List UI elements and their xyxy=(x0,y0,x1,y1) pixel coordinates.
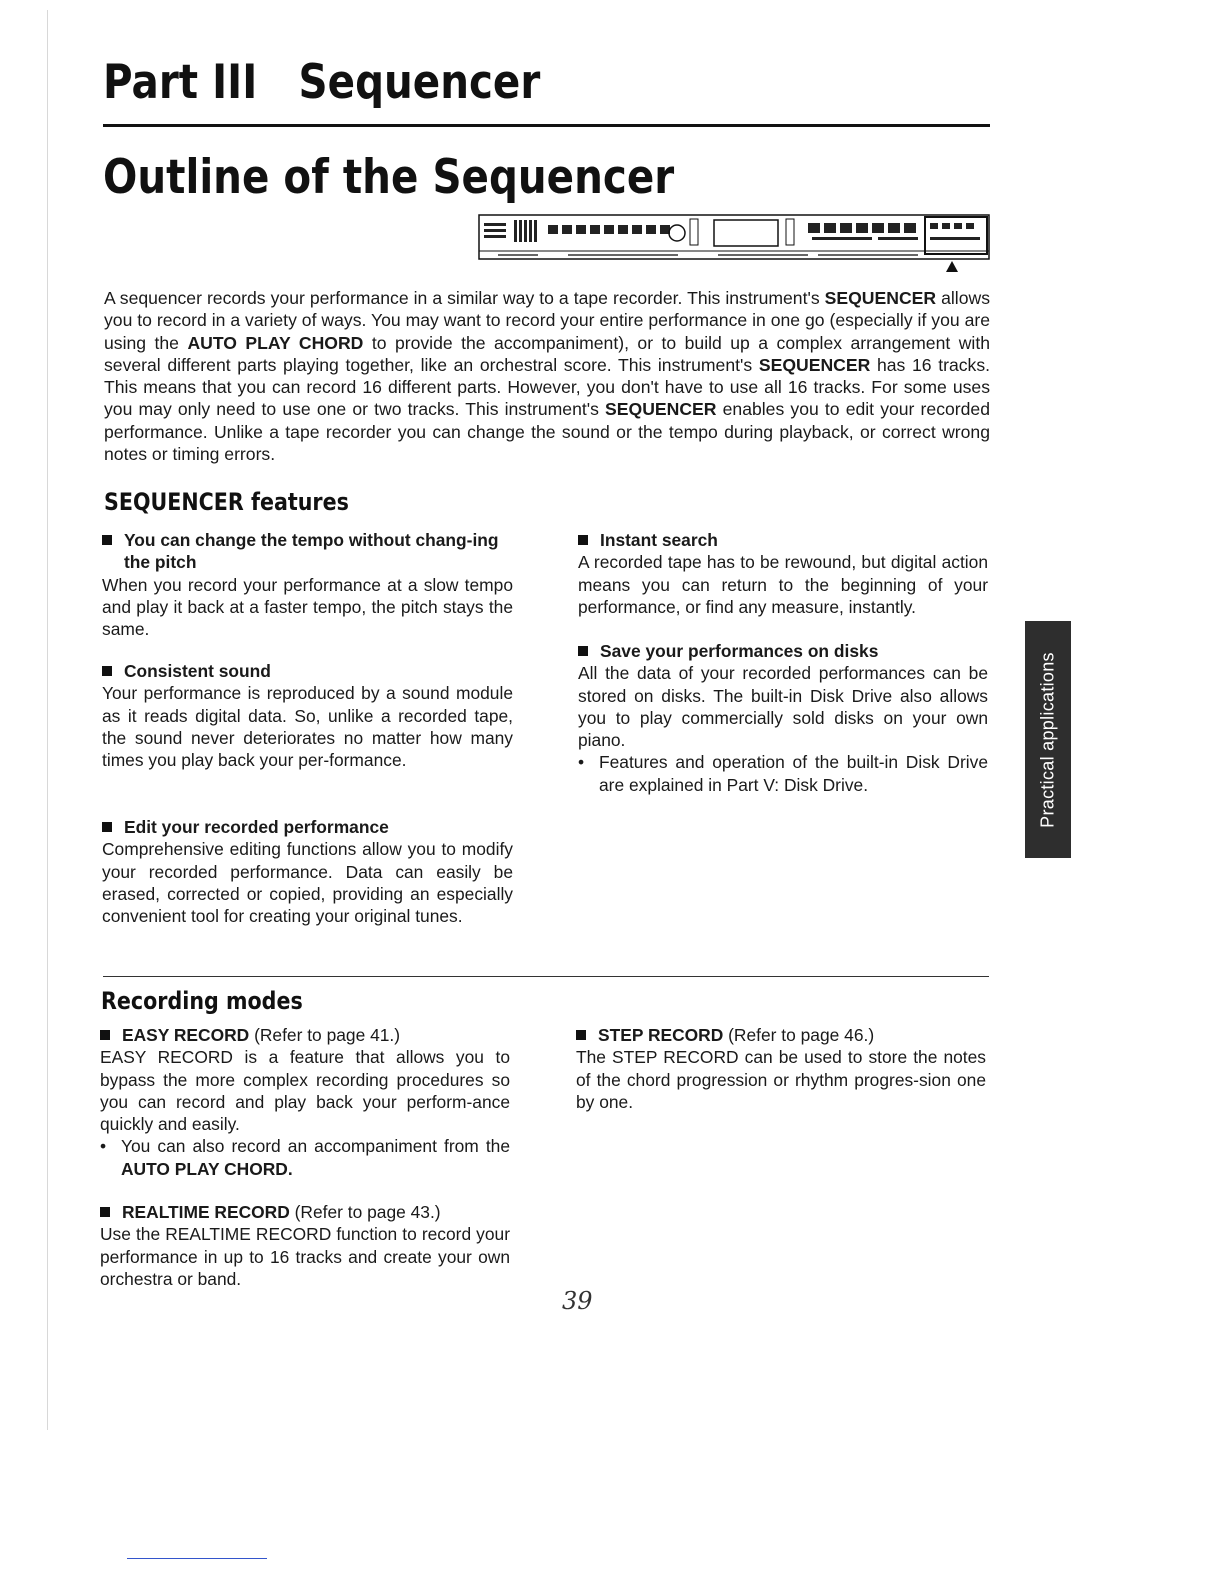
feature-edit xyxy=(102,816,513,927)
feature-title-text: Instant search xyxy=(600,530,718,550)
square-bullet-icon xyxy=(102,666,112,676)
mode-title xyxy=(100,1201,510,1223)
note-end: . xyxy=(287,1158,293,1179)
note-bold-term: AUTO PLAY CHORD xyxy=(121,1158,288,1179)
page-margin-line xyxy=(47,10,48,1430)
feature-body: All the data of your recorded performances can be stored on disks. The built-in Disk Drive also allows you to play commercially sold disks on your own piano. xyxy=(578,663,988,751)
feature-instant-search xyxy=(578,529,988,618)
section-divider xyxy=(103,976,989,977)
square-bullet-icon xyxy=(100,1207,110,1217)
page-reference: (Refer to page 41.) xyxy=(249,1025,401,1045)
feature-note xyxy=(578,751,988,796)
mode-title-text: REALTIME RECORD xyxy=(122,1202,290,1222)
bullet-dot-icon: • xyxy=(100,1136,107,1157)
mode-title-text: STEP RECORD xyxy=(598,1025,724,1045)
section-side-tab xyxy=(1025,621,1071,858)
square-bullet-icon xyxy=(102,822,112,832)
mode-title xyxy=(576,1024,986,1046)
square-bullet-icon xyxy=(102,535,112,545)
side-tab-label: Practical applications xyxy=(1037,651,1058,828)
intro-bold-term: SEQUENCER xyxy=(758,354,871,375)
square-bullet-icon xyxy=(578,646,588,656)
section-title: Outline of the Sequencer xyxy=(103,150,675,205)
feature-title xyxy=(102,816,513,838)
feature-body: Comprehensive editing functions allow you to modify your recorded performance. Data can easily be erased, corrected or copied, providing an especially convenient tool for creating your original tunes. xyxy=(102,839,513,927)
heading-rule xyxy=(103,124,990,127)
feature-title-text: Consistent sound xyxy=(124,661,271,681)
intro-bold-term: SEQUENCER xyxy=(824,288,937,308)
intro-bold-term: SEQUENCER xyxy=(605,399,717,420)
square-bullet-icon xyxy=(100,1030,110,1040)
note-text: You can also record an accompaniment from the xyxy=(121,1136,510,1157)
control-panel-illustration xyxy=(478,211,990,273)
feature-body: A recorded tape has to be rewound, but digital action means you can return to the beginning of your performance, or find any measure, instantly. xyxy=(578,552,988,617)
intro-text: allows you to record in a variety of ways. You may want to record your entire performance in one go (especially if you are using the xyxy=(104,288,990,353)
mode-realtime-record xyxy=(100,1201,510,1290)
footer-line xyxy=(127,1558,267,1559)
feature-title-text: Edit your recorded performance xyxy=(124,817,389,837)
note-text: Features and operation of the built-in Disk Drive are explained in Part V: Disk Drive. xyxy=(599,752,988,795)
feature-body: When you record your performance at a slow tempo and play it back at a faster tempo, the pitch stays the same. xyxy=(102,574,513,640)
bullet-dot-icon: • xyxy=(578,752,585,773)
feature-title xyxy=(102,529,513,574)
mode-easy-record xyxy=(100,1024,510,1180)
intro-text: enables you to edit your recorded performance. Unlike a tape recorder you can change the sound or the tempo during playback, or correct wrong notes or timing errors. xyxy=(104,399,990,465)
intro-text: has 16 tracks. This means that you can record 16 different parts. However, you don't have to use all 16 tracks. For some uses you may only need to use one or two tracks. This instrument's xyxy=(104,354,991,420)
intro-bold-term: AUTO PLAY CHORD xyxy=(187,332,364,353)
feature-body: Your performance is reproduced by a sound module as it reads digital data. So, unlike a recorded tape, the sound never deteriorates no matter how many times you play back your per-formance. xyxy=(102,683,513,771)
recording-modes-heading: Recording modes xyxy=(101,987,303,1015)
mode-body: Use the REALTIME RECORD function to record your performance in up to 16 tracks and create your own orchestra or band. xyxy=(100,1224,510,1289)
mode-title-text: EASY RECORD xyxy=(122,1025,250,1045)
feature-title xyxy=(578,640,988,662)
intro-text: A sequencer records your performance in a similar way to a tape recorder. This instrument's xyxy=(104,288,825,308)
feature-title xyxy=(102,660,513,682)
part-title: Sequencer xyxy=(298,55,541,110)
mode-body: EASY RECORD is a feature that allows you to bypass the more complex recording procedures so you can record and play back your perform-ance quickly and easily. xyxy=(100,1047,510,1135)
feature-title-text: You can change the tempo without chang-ing the pitch xyxy=(124,530,499,573)
page-number: 39 xyxy=(562,1287,593,1315)
part-heading xyxy=(103,55,540,110)
page-reference: (Refer to page 43.) xyxy=(289,1202,441,1222)
page-reference: (Refer to page 46.) xyxy=(723,1025,875,1045)
mode-title xyxy=(100,1024,510,1046)
intro-text: to provide the accompaniment), or to build up a complex arrangement with several different parts playing together, like an orchestral score. This instrument's xyxy=(104,332,990,375)
feature-save-disks xyxy=(578,640,988,796)
square-bullet-icon xyxy=(576,1030,586,1040)
mode-step-record xyxy=(576,1024,986,1113)
mode-note xyxy=(100,1135,510,1180)
features-heading: SEQUENCER features xyxy=(104,488,349,516)
part-label: Part III xyxy=(103,55,258,110)
mode-body: The STEP RECORD can be used to store the notes of the chord progression or rhythm progres-sion one by one. xyxy=(576,1047,986,1112)
intro-paragraph xyxy=(104,287,990,465)
feature-title xyxy=(578,529,988,551)
square-bullet-icon xyxy=(578,535,588,545)
feature-consistent-sound xyxy=(102,660,513,771)
feature-title-text: Save your performances on disks xyxy=(600,641,879,661)
feature-tempo xyxy=(102,529,513,640)
